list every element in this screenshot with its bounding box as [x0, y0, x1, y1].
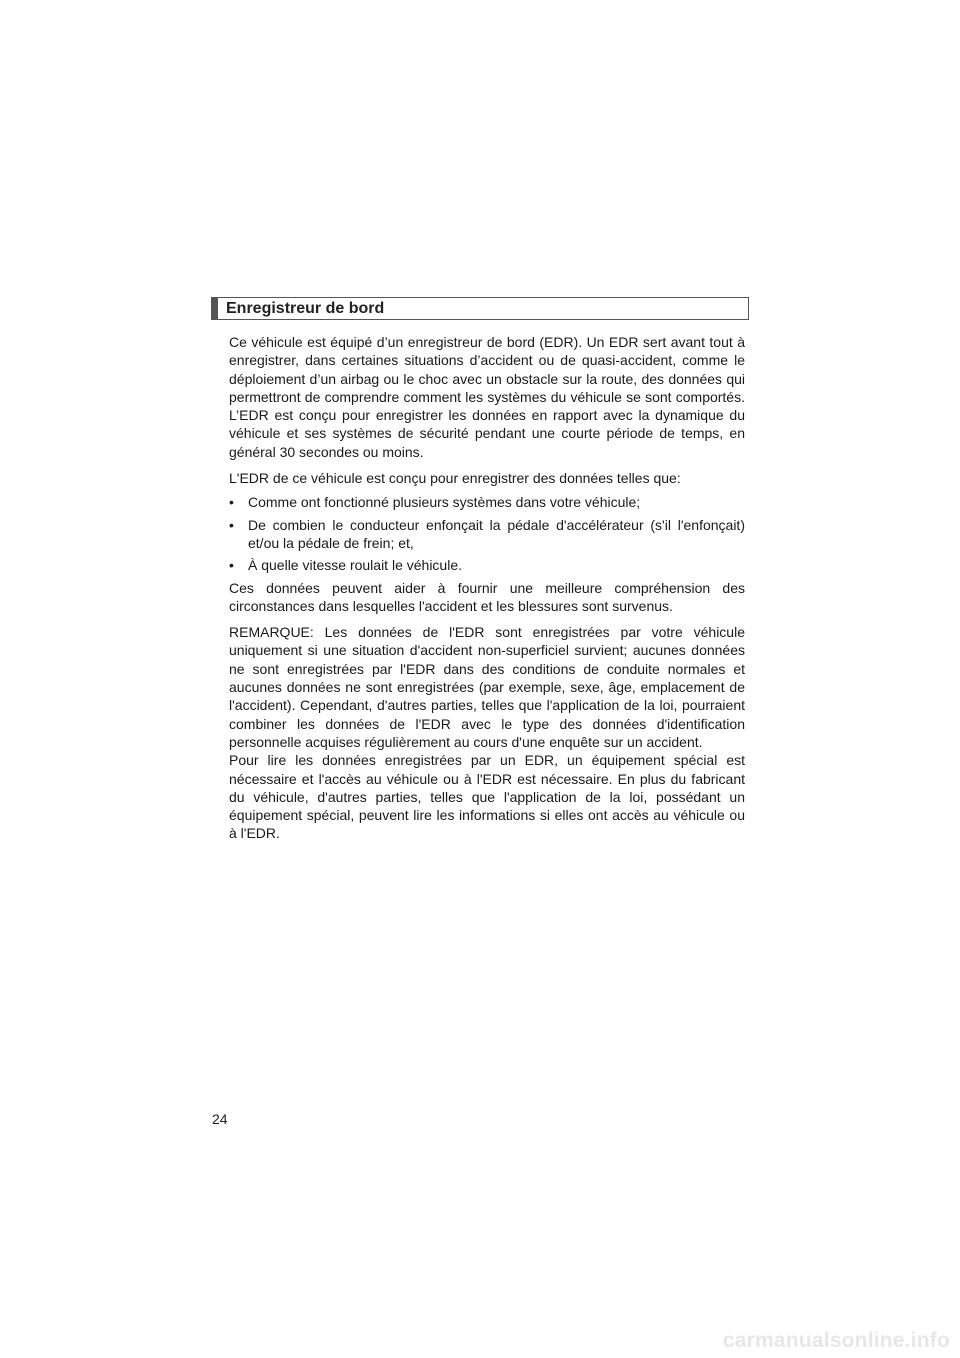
reading-paragraph: Pour lire les données enregistrées par un EDR, un équipement spécial est nécessaire et l'accès au véhicule ou à l'EDR est nécessaire. En plus du fabricant du véhicule, d'autres parties, telles que l'application de la loi, possédant un équipement spécial, peuvent lire les informations si elles ont accès au véhicule ou à l'EDR. — [229, 752, 745, 842]
bullet-icon: • — [229, 516, 234, 533]
watermark: carmanualsonline.info — [722, 1329, 950, 1352]
intro-paragraph: Ce véhicule est équipé d’un enregistreur de bord (EDR). Un EDR sert avant tout à enregistrer, dans certaines situations d’accident ou de quasi-accident, comme le déploiement d’un airbag ou le choc avec un obstacle sur la route, des données qui permettront de comprendre comment les systèmes du véhicule se sont comportés. L’EDR est conçu pour enregistrer les données en rapport avec la dynamique du véhicule et ses systèmes de sécurité pendant une courte période de temps, en général 30 secondes ou moins. — [229, 334, 745, 460]
bullet-icon: • — [229, 557, 234, 574]
section-title: Enregistreur de bord — [226, 300, 385, 317]
list-item — [229, 516, 745, 553]
section-header-bar — [212, 298, 218, 319]
recorded-data-list — [229, 493, 745, 574]
data-list-intro: L'EDR de ce véhicule est conçu pour enregistrer des données telles que: — [229, 470, 681, 487]
list-item — [229, 493, 745, 511]
section-header — [211, 297, 749, 320]
list-item — [229, 556, 745, 574]
note-paragraph: REMARQUE: Les données de l'EDR sont enregistrées par votre véhicule uniquement si une situation d'accident non-superficiel survient; aucunes données ne sont enregistrées par l'EDR dans des conditions de conduite normales et aucunes données ne sont enregistrées (par exemple, sexe, âge, emplacement de l'accident). Cependant, d'autres parties, telles que l'application de la loi, pourraient combiner les données de l'EDR avec le type des données d'identification personnelle acquises régulièrement au cours d'une enquête sur un accident. — [229, 624, 745, 750]
list-item-text: À quelle vitesse roulait le véhicule. — [248, 557, 463, 574]
bullet-icon: • — [229, 494, 234, 511]
page-number: 24 — [212, 1111, 228, 1127]
benefit-paragraph: Ces données peuvent aider à fournir une meilleure compréhension des circonstances dans lesquelles l'accident et les blessures sont survenus. — [229, 579, 745, 614]
list-item-text: De combien le conducteur enfonçait la pédale d'accélérateur (s'il l'enfonçait) et/ou la pédale de frein; et, — [248, 516, 745, 551]
list-item-text: Comme ont fonctionné plusieurs systèmes dans votre véhicule; — [248, 494, 641, 511]
body-content — [229, 333, 745, 843]
